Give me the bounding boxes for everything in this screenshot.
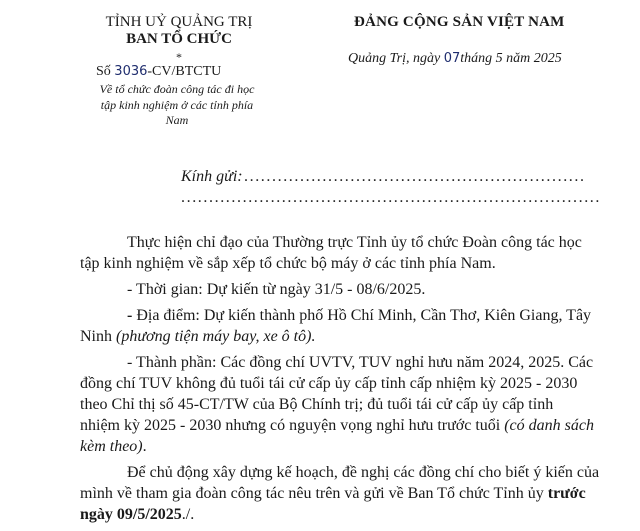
org-parent: TỈNH UỶ QUẢNG TRỊ xyxy=(105,14,253,30)
members-line-2: đồng chí TUV không đủ tuổi tái cử cấp ủy cấp tỉnh cấp nhiệm kỳ 2025 - 2030 xyxy=(80,375,578,392)
doc-no-suffix: -CV/BTCTU xyxy=(147,64,222,79)
date-suffix: tháng 5 năm 2025 xyxy=(460,51,562,66)
members-line-4-start: nhiệm kỳ 2025 - 2030 nhưng có nguyện vọng nghỉ hưu trước tuổi xyxy=(80,417,505,434)
date-line xyxy=(348,51,562,67)
place-line-2 xyxy=(80,326,315,347)
closing-line-3 xyxy=(80,504,194,525)
members-line-1: - Thành phần: Các đồng chí UVTV, TUV nghỉ hưu năm 2024, 2025. Các xyxy=(127,354,594,371)
intro-line-1: Thực hiện chỉ đạo của Thường trực Tỉnh ủy tổ chức Đoàn công tác học xyxy=(127,234,582,251)
intro-line-2: tập kinh nghiệm về sắp xếp tổ chức bộ máy ở các tỉnh phía Nam. xyxy=(80,255,496,272)
members-list-note: (có danh sách xyxy=(504,417,594,434)
place-line-1 xyxy=(127,305,591,326)
place-dash: - xyxy=(127,307,137,324)
deadline-prefix: trước xyxy=(547,485,586,502)
members-line-5-end: . xyxy=(142,438,147,455)
org-unit: BAN TỔ CHỨC xyxy=(126,31,232,47)
time-line: - Thời gian: Dự kiến từ ngày 31/5 - 08/6/2025. xyxy=(127,281,426,298)
header-star: * xyxy=(176,50,182,64)
closing-line-2 xyxy=(80,483,586,504)
recipient-dots-line-1: ............................................................. xyxy=(244,168,586,185)
date-day-handwritten: 07 xyxy=(443,51,461,66)
closing-line-1: Để chủ động xây dựng kế hoạch, đề nghị các đồng chí cho biết ý kiến của xyxy=(127,464,600,481)
members-line-4 xyxy=(80,415,594,436)
doc-no-handwritten: 3036 xyxy=(114,64,148,79)
document-number xyxy=(96,64,221,80)
recipient-dots-line-2: ........................................................................... xyxy=(181,189,601,206)
closing-line-2-start: mình về tham gia đoàn công tác nêu trên và gửi về Ban Tổ chức Tỉnh ủy xyxy=(80,485,548,502)
place-transport: (phương tiện máy bay, xe ô tô). xyxy=(116,328,316,345)
doc-no-prefix: Số xyxy=(96,64,115,79)
closing-end: ./. xyxy=(181,506,195,523)
recipient-label: Kính gửi: xyxy=(181,168,243,185)
date-prefix: Quảng Trị, ngày xyxy=(348,51,444,66)
party-title: ĐẢNG CỘNG SẢN VIỆT NAM xyxy=(354,14,565,30)
members-line-3: theo Chỉ thị số 45-CT/TW của Bộ Chính trị; đủ tuổi tái cử cấp ủy cấp tỉnh xyxy=(80,396,554,413)
members-line-5 xyxy=(80,436,147,457)
members-list-note-end: kèm theo) xyxy=(80,438,143,455)
place-label: Địa điểm xyxy=(136,307,196,324)
place-line-2-start: Ninh xyxy=(80,328,116,345)
place-line-1-rest: : Dự kiến thành phố Hồ Chí Minh, Cần Thơ, Kiên Giang, Tây xyxy=(195,307,592,324)
document-subject: Về tổ chức đoàn công tác đi học tập kinh nghiệm ở các tỉnh phía Nam xyxy=(99,82,255,127)
deadline-date: ngày 09/5/2025 xyxy=(80,506,182,523)
